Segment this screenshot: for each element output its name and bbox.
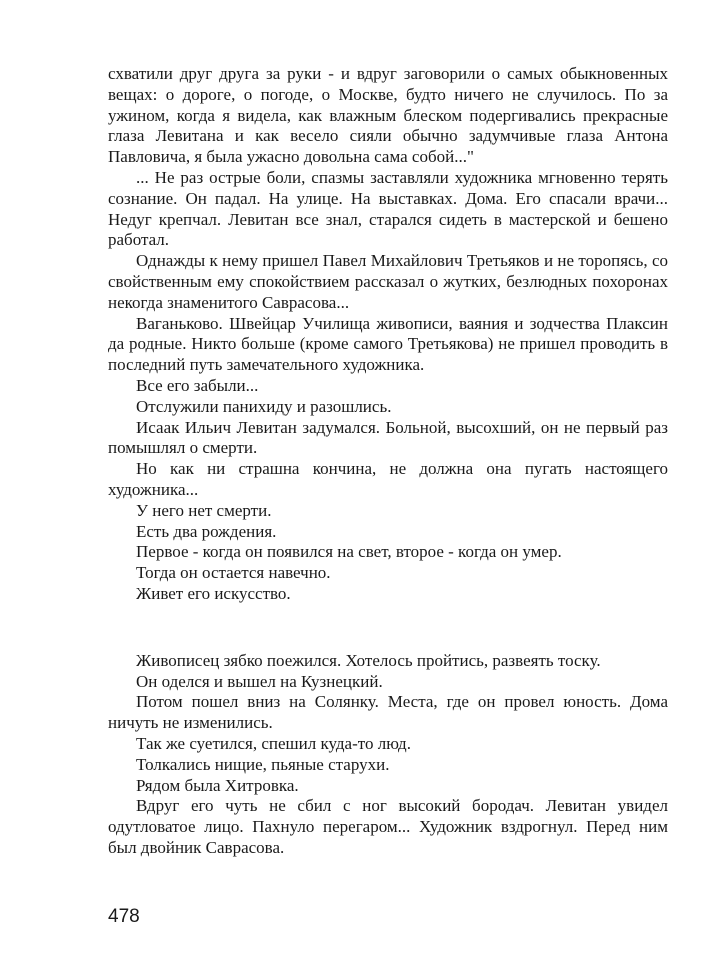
paragraph: Он оделся и вышел на Кузнецкий.	[136, 671, 383, 691]
paragraph: ... Не раз острые боли, спазмы заставляли художника мгновенно терять сознание. Он падал. На улице. На выставках. Дома. Его спасали врачи... Недуг крепчал. Левитан все знал, старался сидеть в мастерской и бешено работал.	[108, 167, 668, 250]
paragraph: схватили друг друга за руки - и вдруг заговорили о самых обыкновенных вещах: о дороге, о погоде, о Москве, будто ничего не случилось. По за ужином, когда я видела, как влажным блеском подергивались прекрасные глаза Левитана и как весело сияли обычно задумчивые глаза Антона Павловича, я была ужасно довольна сама собой..."	[108, 64, 668, 167]
paragraph: Первое - когда он появился на свет, второе - когда он умер.	[136, 542, 562, 562]
text-section-1	[108, 64, 668, 605]
paragraph: Однажды к нему пришел Павел Михайлович Третьяков и не торопясь, со свойственным ему спокойствием рассказал о жутких, безлюдных похоронах некогда знаменитого Саврасова...	[108, 251, 668, 312]
paragraph: Ваганьково. Швейцар Училища живописи, ваяния и зодчества Плаксин да родные. Никто больше (кроме самого Третьякова) не пришел проводить в последний путь замечательного художника.	[108, 313, 668, 375]
paragraph: Вдруг его чуть не сбил с ног высокий бородач. Левитан увидел одутловатое лицо. Пахнуло перегаром... Художник вздрогнул. Перед ним был двойник Саврасова.	[108, 796, 668, 857]
page-number: 478	[108, 906, 140, 927]
section-break	[108, 605, 668, 651]
paragraph: Потом пошел вниз на Солянку. Места, где он провел юность. Дома ничуть не изменились.	[108, 692, 668, 733]
paragraph: Исаак Ильич Левитан задумался. Больной, высохший, он не первый раз помышлял о смерти.	[108, 417, 668, 458]
paragraph: Толкались нищие, пьяные старухи.	[136, 754, 390, 774]
book-page-text	[108, 64, 668, 859]
paragraph: Так же суетился, спешил куда-то люд.	[136, 733, 411, 753]
text-section-2	[108, 651, 668, 859]
paragraph: Рядом была Хитровка.	[136, 775, 299, 795]
paragraph: Тогда он остается навечно.	[136, 563, 331, 583]
paragraph: Живописец зябко поежился. Хотелось пройтись, развеять тоску.	[136, 650, 601, 670]
paragraph: Но как ни страшна кончина, не должна она пугать настоящего художника...	[108, 459, 668, 499]
paragraph: Живет его искусство.	[136, 583, 291, 603]
paragraph: Все его забыли...	[136, 375, 259, 395]
paragraph: Отслужили панихиду и разошлись.	[136, 396, 392, 416]
paragraph: Есть два рождения.	[136, 521, 277, 541]
paragraph: У него нет смерти.	[136, 500, 272, 520]
